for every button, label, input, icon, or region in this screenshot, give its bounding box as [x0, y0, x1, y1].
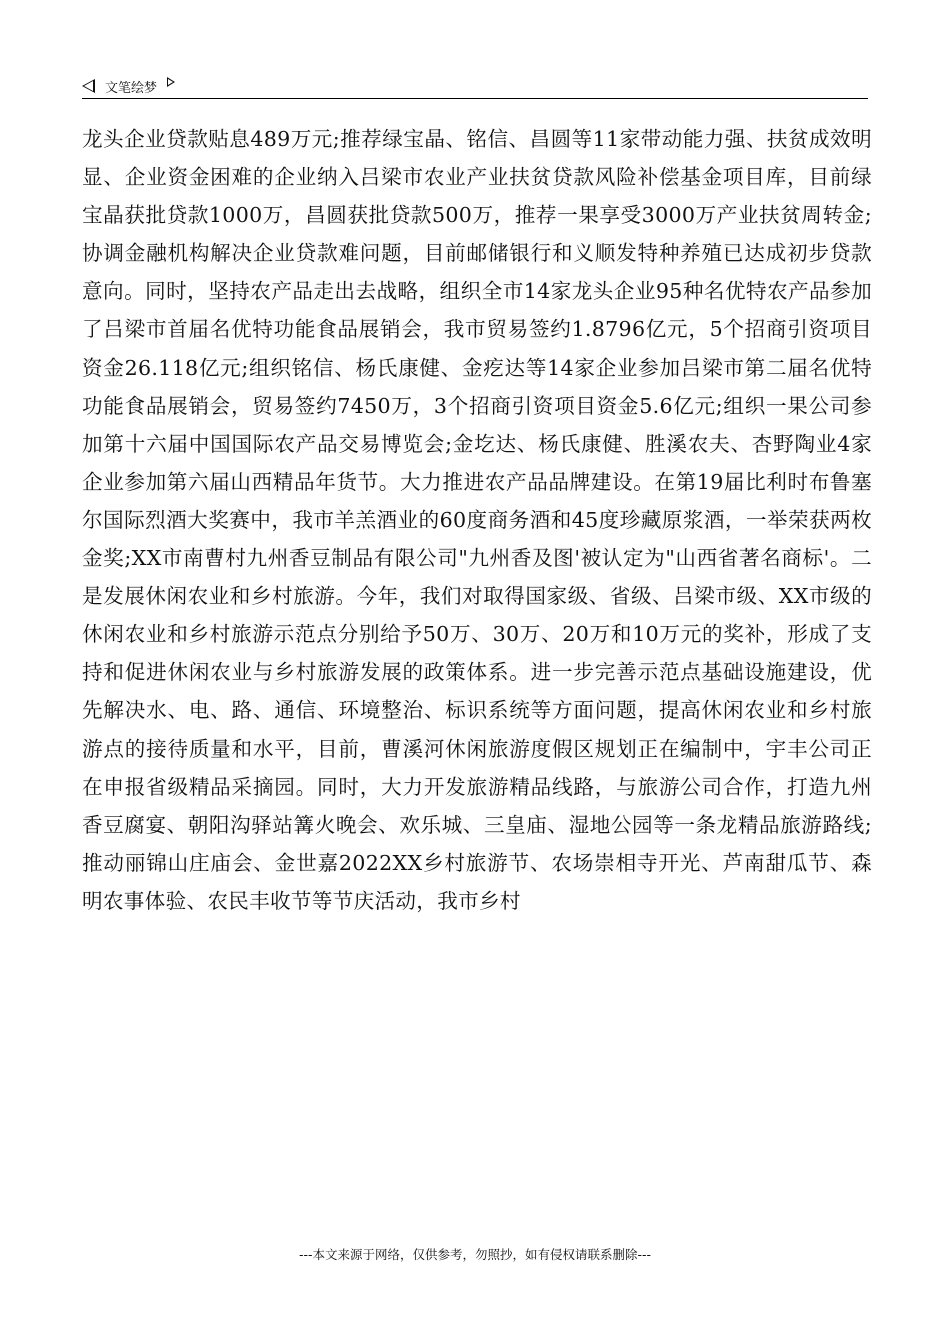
- triangle-left-icon: [82, 79, 95, 93]
- triangle-right-icon: [167, 77, 175, 87]
- page-header: [82, 74, 868, 99]
- body-paragraph: 龙头企业贷款贴息489万元;推荐绿宝晶、铭信、昌圆等11家带动能力强、扶贫成效明显、企业资金困难的企业纳入吕梁市农业产业扶贫贷款风险补偿基金项目库，目前绿宝晶获批贷款1000万，昌圆获批贷款500万，推荐一果享受3000万产业扶贫周转金;协调金融机构解决企业贷款难问题，目前邮储银行和义顺发特种养殖已达成初步贷款意向。同时，坚持农产品走出去战略，组织全市14家龙头企业95种名优特农产品参加了吕梁市首届名优特功能食品展销会，我市贸易签约1.8796亿元，5个招商引资项目资金26.118亿元;组织铭信、杨氏康健、金疙达等14家企业参加吕梁市第二届名优特功能食品展销会，贸易签约7450万，3个招商引资项目资金5.6亿元;组织一果公司参加第十六届中国国际农产品交易博览会;金圪达、杨氏康健、胜溪农夫、杏野陶业4家企业参加第六届山西精品年货节。大力推进农产品品牌建设。在第19届比利时布鲁塞尔国际烈酒大奖赛中，我市羊羔酒业的60度商务酒和45度珍藏原浆酒，一举荣获两枚金奖;XX市南曹村九州香豆制品有限公司"九州香及图'被认定为"山西省著名商标'。二是发展休闲农业和乡村旅游。今年，我们对取得国家级、省级、吕梁市级、XX市级的休闲农业和乡村旅游示范点分别给予50万、30万、20万和10万元的奖补，形成了支持和促进休闲农业与乡村旅游发展的政策体系。进一步完善示范点基础设施建设，优先解决水、电、路、通信、环境整治、标识系统等方面问题，提高休闲农业和乡村旅游点的接待质量和水平，目前，曹溪河休闲旅游度假区规划正在编制中，宇丰公司正在申报省级精品采摘园。同时，大力开发旅游精品线路，与旅游公司合作，打造九州香豆腐宴、朝阳沟驿站篝火晚会、欢乐城、三皇庙、湿地公园等一条龙精品旅游路线;推动丽锦山庄庙会、金世嘉2022XX乡村旅游节、农场崇相寺开光、芦南甜瓜节、森明农事体验、农民丰收节等节庆活动，我市乡村: [82, 127, 872, 913]
- header-title: 文笔绘梦: [105, 80, 158, 96]
- page-footer: ---本文来源于网络，仅供参考，勿照抄，如有侵权请联系删除---: [298, 1247, 652, 1262]
